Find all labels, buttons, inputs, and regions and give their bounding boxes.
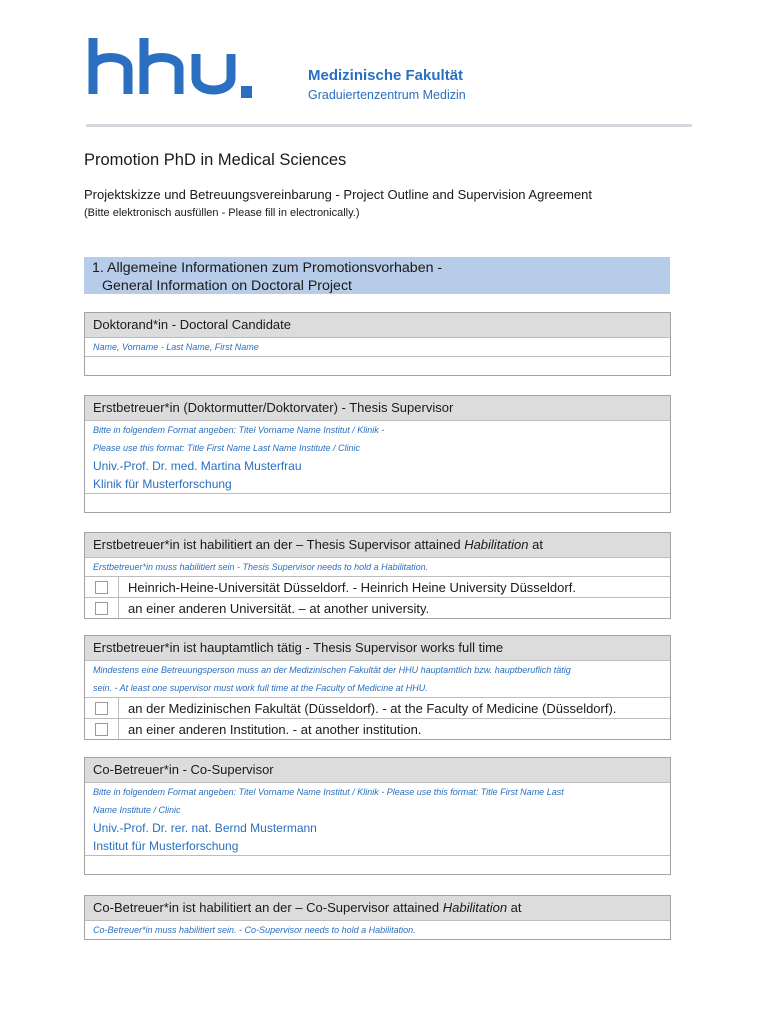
habil-other-checkbox[interactable] bbox=[95, 602, 108, 615]
cosupervisor-extra-field[interactable] bbox=[85, 855, 670, 874]
cosupervisor-box bbox=[84, 757, 671, 875]
center-subtitle: Graduiertenzentrum Medizin bbox=[308, 88, 466, 102]
cosupervisor-name[interactable]: Univ.-Prof. Dr. rer. nat. Bernd Mustermann bbox=[93, 821, 317, 835]
habil-option-hhu[interactable] bbox=[85, 576, 670, 597]
header-divider bbox=[86, 124, 692, 127]
candidate-hint: Name, Vorname - Last Name, First Name bbox=[85, 337, 670, 356]
cosupervisor-habil-label: Co-Betreuer*in ist habilitiert an der – Co-Supervisor attained Habilitation at bbox=[85, 896, 670, 920]
supervisor-hint-1: Bitte in folgendem Format angeben: Titel Vorname Name Institut / Klinik - bbox=[93, 425, 385, 435]
fulltime-faculty-label: an der Medizinischen Fakultät (Düsseldorf). - at the Faculty of Medicine (Düsseldorf). bbox=[128, 700, 617, 716]
supervisor-habil-hint: Erstbetreuer*in muss habilitiert sein - Thesis Supervisor needs to hold a Habilitation. bbox=[85, 557, 670, 576]
candidate-label: Doktorand*in - Doctoral Candidate bbox=[85, 313, 670, 337]
cosupervisor-habil-hint: Co-Betreuer*in muss habilitiert sein. - Co-Supervisor needs to hold a Habilitation. bbox=[85, 920, 670, 939]
habil-option-other[interactable] bbox=[85, 597, 670, 618]
section-heading-line2: General Information on Doctoral Project bbox=[102, 278, 352, 294]
supervisor-name[interactable]: Univ.-Prof. Dr. med. Martina Musterfrau bbox=[93, 459, 302, 473]
fulltime-hint-1: Mindestens eine Betreuungsperson muss an der Medizinischen Fakultät der HHU hauptamtlich bzw. hauptberuflich tätig bbox=[93, 665, 571, 675]
supervisor-hint-2: Please use this format: Title First Name Last Name Institute / Clinic bbox=[93, 443, 361, 453]
supervisor-fulltime-label: Erstbetreuer*in ist hauptamtlich tätig - Thesis Supervisor works full time bbox=[85, 636, 670, 660]
habil-other-label: an einer anderen Universität. – at another university. bbox=[128, 600, 430, 616]
candidate-box bbox=[84, 312, 671, 376]
supervisor-extra-field[interactable] bbox=[85, 493, 670, 512]
supervisor-box bbox=[84, 395, 671, 513]
cosupervisor-entry[interactable] bbox=[85, 782, 670, 855]
fulltime-faculty-checkbox[interactable] bbox=[95, 702, 108, 715]
candidate-name-field[interactable] bbox=[85, 356, 670, 375]
supervisor-label: Erstbetreuer*in (Doktormutter/Doktorvater) - Thesis Supervisor bbox=[85, 396, 670, 420]
section-heading bbox=[84, 257, 670, 294]
fulltime-option-other[interactable] bbox=[85, 718, 670, 739]
cosupervisor-label: Co-Betreuer*in - Co-Supervisor bbox=[85, 758, 670, 782]
fulltime-other-label: an einer anderen Institution. - at another institution. bbox=[128, 721, 422, 737]
section-heading-line1: 1. Allgemeine Informationen zum Promotionsvorhaben - bbox=[92, 260, 443, 276]
cosupervisor-institute[interactable]: Institut für Musterforschung bbox=[93, 839, 239, 853]
cosupervisor-habil-box bbox=[84, 895, 671, 940]
fulltime-other-checkbox[interactable] bbox=[95, 723, 108, 736]
fulltime-hint-2: sein. - At least one supervisor must work full time at the Faculty of Medicine at HHU. bbox=[93, 683, 428, 693]
supervisor-habil-label: Erstbetreuer*in ist habilitiert an der – Thesis Supervisor attained Habilitation at bbox=[85, 533, 670, 557]
hhu-logo bbox=[88, 38, 260, 102]
fulltime-option-faculty[interactable] bbox=[85, 697, 670, 718]
faculty-title: Medizinische Fakultät bbox=[308, 67, 464, 84]
supervisor-fulltime-hint bbox=[85, 660, 670, 697]
cosupervisor-hint-2: Name Institute / Clinic bbox=[93, 805, 181, 815]
cosupervisor-hint-1: Bitte in folgendem Format angeben: Titel Vorname Name Institut / Klinik - Please use this format: Title First Name Last bbox=[93, 787, 564, 797]
supervisor-institute[interactable]: Klinik für Musterforschung bbox=[93, 477, 232, 491]
supervisor-habil-box bbox=[84, 532, 671, 619]
supervisor-entry[interactable] bbox=[85, 420, 670, 493]
document-title: Promotion PhD in Medical Sciences bbox=[84, 151, 347, 169]
document-note: (Bitte elektronisch ausfüllen - Please fill in electronically.) bbox=[84, 207, 360, 219]
habil-hhu-checkbox[interactable] bbox=[95, 581, 108, 594]
habil-hhu-label: Heinrich-Heine-Universität Düsseldorf. - Heinrich Heine University Düsseldorf. bbox=[128, 579, 576, 595]
supervisor-fulltime-box bbox=[84, 635, 671, 740]
document-subtitle: Projektskizze und Betreuungsvereinbarung - Project Outline and Supervision Agreement bbox=[84, 187, 593, 202]
